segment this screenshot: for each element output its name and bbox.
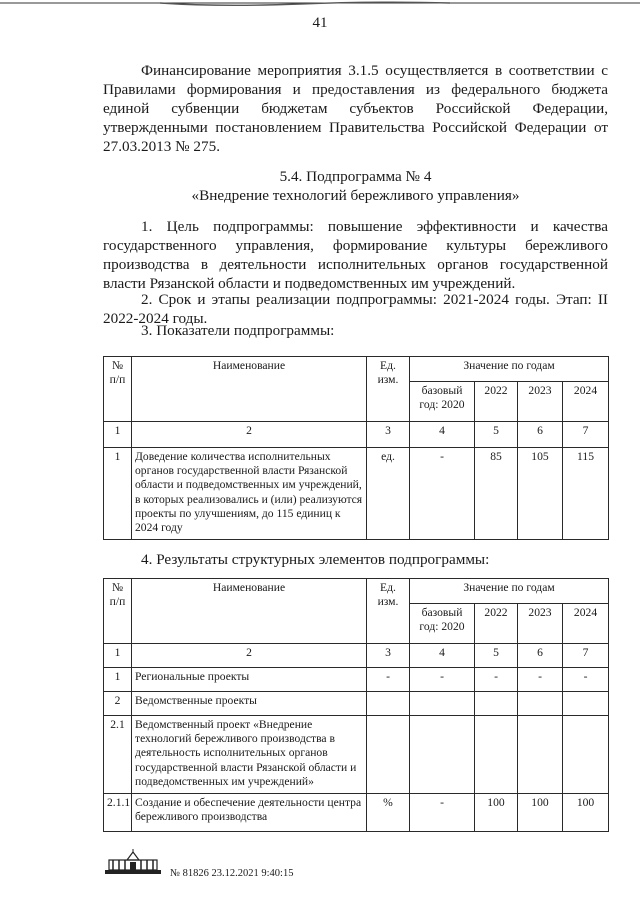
col-number: 4 (410, 422, 475, 448)
row-2024: - (563, 668, 609, 692)
row-unit: % (367, 794, 410, 832)
row-base: - (410, 668, 475, 692)
row-2022: - (475, 668, 518, 692)
header-year-2023: 2023 (518, 382, 563, 422)
regional-building-emblem-icon (103, 848, 163, 876)
row-2024: 115 (563, 448, 609, 540)
indicators-table (103, 356, 609, 540)
header-unit: Ед. изм. (367, 357, 410, 422)
row-2022: 100 (475, 794, 518, 832)
row-base (410, 716, 475, 794)
col-number: 6 (518, 422, 563, 448)
row-2024 (563, 692, 609, 716)
header-year-2024: 2024 (563, 382, 609, 422)
col-number: 3 (367, 644, 410, 668)
header-year-2024: 2024 (563, 604, 609, 644)
header-base-year: базовый год: 2020 (410, 382, 475, 422)
row-2023 (518, 716, 563, 794)
row-2024 (563, 716, 609, 794)
indicators-heading: 3. Показатели подпрограммы: (141, 322, 335, 339)
col-number: 2 (132, 644, 367, 668)
top-edge-line (0, 0, 640, 8)
header-name: Наименование (132, 579, 367, 644)
subprogram-goal: 1. Цель подпрограммы: повышение эффективности и качества государственного управления, формирование культуры бережливого производства в деятельности исполнительных органов государственной власти Рязанской области и подведомственных им учреждений. (103, 218, 608, 292)
table-row (104, 448, 609, 540)
row-num: 1 (104, 668, 132, 692)
row-base: - (410, 448, 475, 540)
col-number: 7 (563, 644, 609, 668)
column-number-row (104, 644, 609, 668)
row-2023: - (518, 668, 563, 692)
table-row (104, 794, 609, 832)
header-name: Наименование (132, 357, 367, 422)
row-num: 2.1 (104, 716, 132, 794)
header-num: № п/п (104, 579, 132, 644)
row-name: Региональные проекты (132, 668, 367, 692)
row-base: - (410, 794, 475, 832)
col-number: 1 (104, 422, 132, 448)
row-name: Создание и обеспечение деятельности центра бережливого производства (132, 794, 367, 832)
header-year-2023: 2023 (518, 604, 563, 644)
col-number: 2 (132, 422, 367, 448)
row-2023: 105 (518, 448, 563, 540)
page-number: 41 (312, 15, 328, 31)
col-number: 5 (475, 644, 518, 668)
row-2023 (518, 692, 563, 716)
col-number: 6 (518, 644, 563, 668)
header-values-by-year: Значение по годам (410, 357, 609, 382)
col-number: 7 (563, 422, 609, 448)
header-year-2022: 2022 (475, 604, 518, 644)
row-2022: 85 (475, 448, 518, 540)
col-number: 3 (367, 422, 410, 448)
col-number: 5 (475, 422, 518, 448)
header-unit: Ед. изм. (367, 579, 410, 644)
row-2022 (475, 716, 518, 794)
footer-stamp-text: № 81826 23.12.2021 9:40:15 (170, 868, 294, 879)
header-num: № п/п (104, 357, 132, 422)
table-row (104, 668, 609, 692)
row-2022 (475, 692, 518, 716)
col-number: 4 (410, 644, 475, 668)
row-2023: 100 (518, 794, 563, 832)
row-num: 1 (104, 448, 132, 540)
row-unit (367, 716, 410, 794)
row-unit: ед. (367, 448, 410, 540)
header-year-2022: 2022 (475, 382, 518, 422)
section-title: 5.4. Подпрограмма № 4 (279, 168, 432, 185)
row-name: Ведомственные проекты (132, 692, 367, 716)
row-2024: 100 (563, 794, 609, 832)
section-subtitle: «Внедрение технологий бережливого управления» (191, 187, 520, 204)
column-number-row (104, 422, 609, 448)
row-unit: - (367, 668, 410, 692)
results-heading: 4. Результаты структурных элементов подпрограммы: (141, 551, 490, 568)
results-table (103, 578, 609, 832)
financing-paragraph: Финансирование мероприятия 3.1.5 осуществляется в соответствии с Правилами формирования и предоставления из федерального бюджета единой субвенции бюджетам субъектов Российской Федерации, утвержденными постановлением Правительства Российской Федерации от 27.03.2013 № 275. (103, 62, 608, 155)
row-name: Доведение количества исполнительных органов государственной власти Рязанской области и подведомственных им учреждений, в которых реализовались и (или) реализуются проекты по улучшениям, до 115 единиц к 2024 году (132, 448, 367, 540)
table-row (104, 716, 609, 794)
header-values-by-year: Значение по годам (410, 579, 609, 604)
row-num: 2 (104, 692, 132, 716)
row-base (410, 692, 475, 716)
table-row (104, 692, 609, 716)
subprogram-timeline: 2. Срок и этапы реализации подпрограммы: 2021-2024 годы. Этап: II 2022-2024 годы. (103, 291, 608, 327)
header-base-year: базовый год: 2020 (410, 604, 475, 644)
row-num: 2.1.1 (104, 794, 132, 832)
row-name: Ведомственный проект «Внедрение технологий бережливого производства в деятельность исполнительных органов государственной власти Рязанской области и подведомственных им учреждений» (132, 716, 367, 794)
col-number: 1 (104, 644, 132, 668)
row-unit (367, 692, 410, 716)
